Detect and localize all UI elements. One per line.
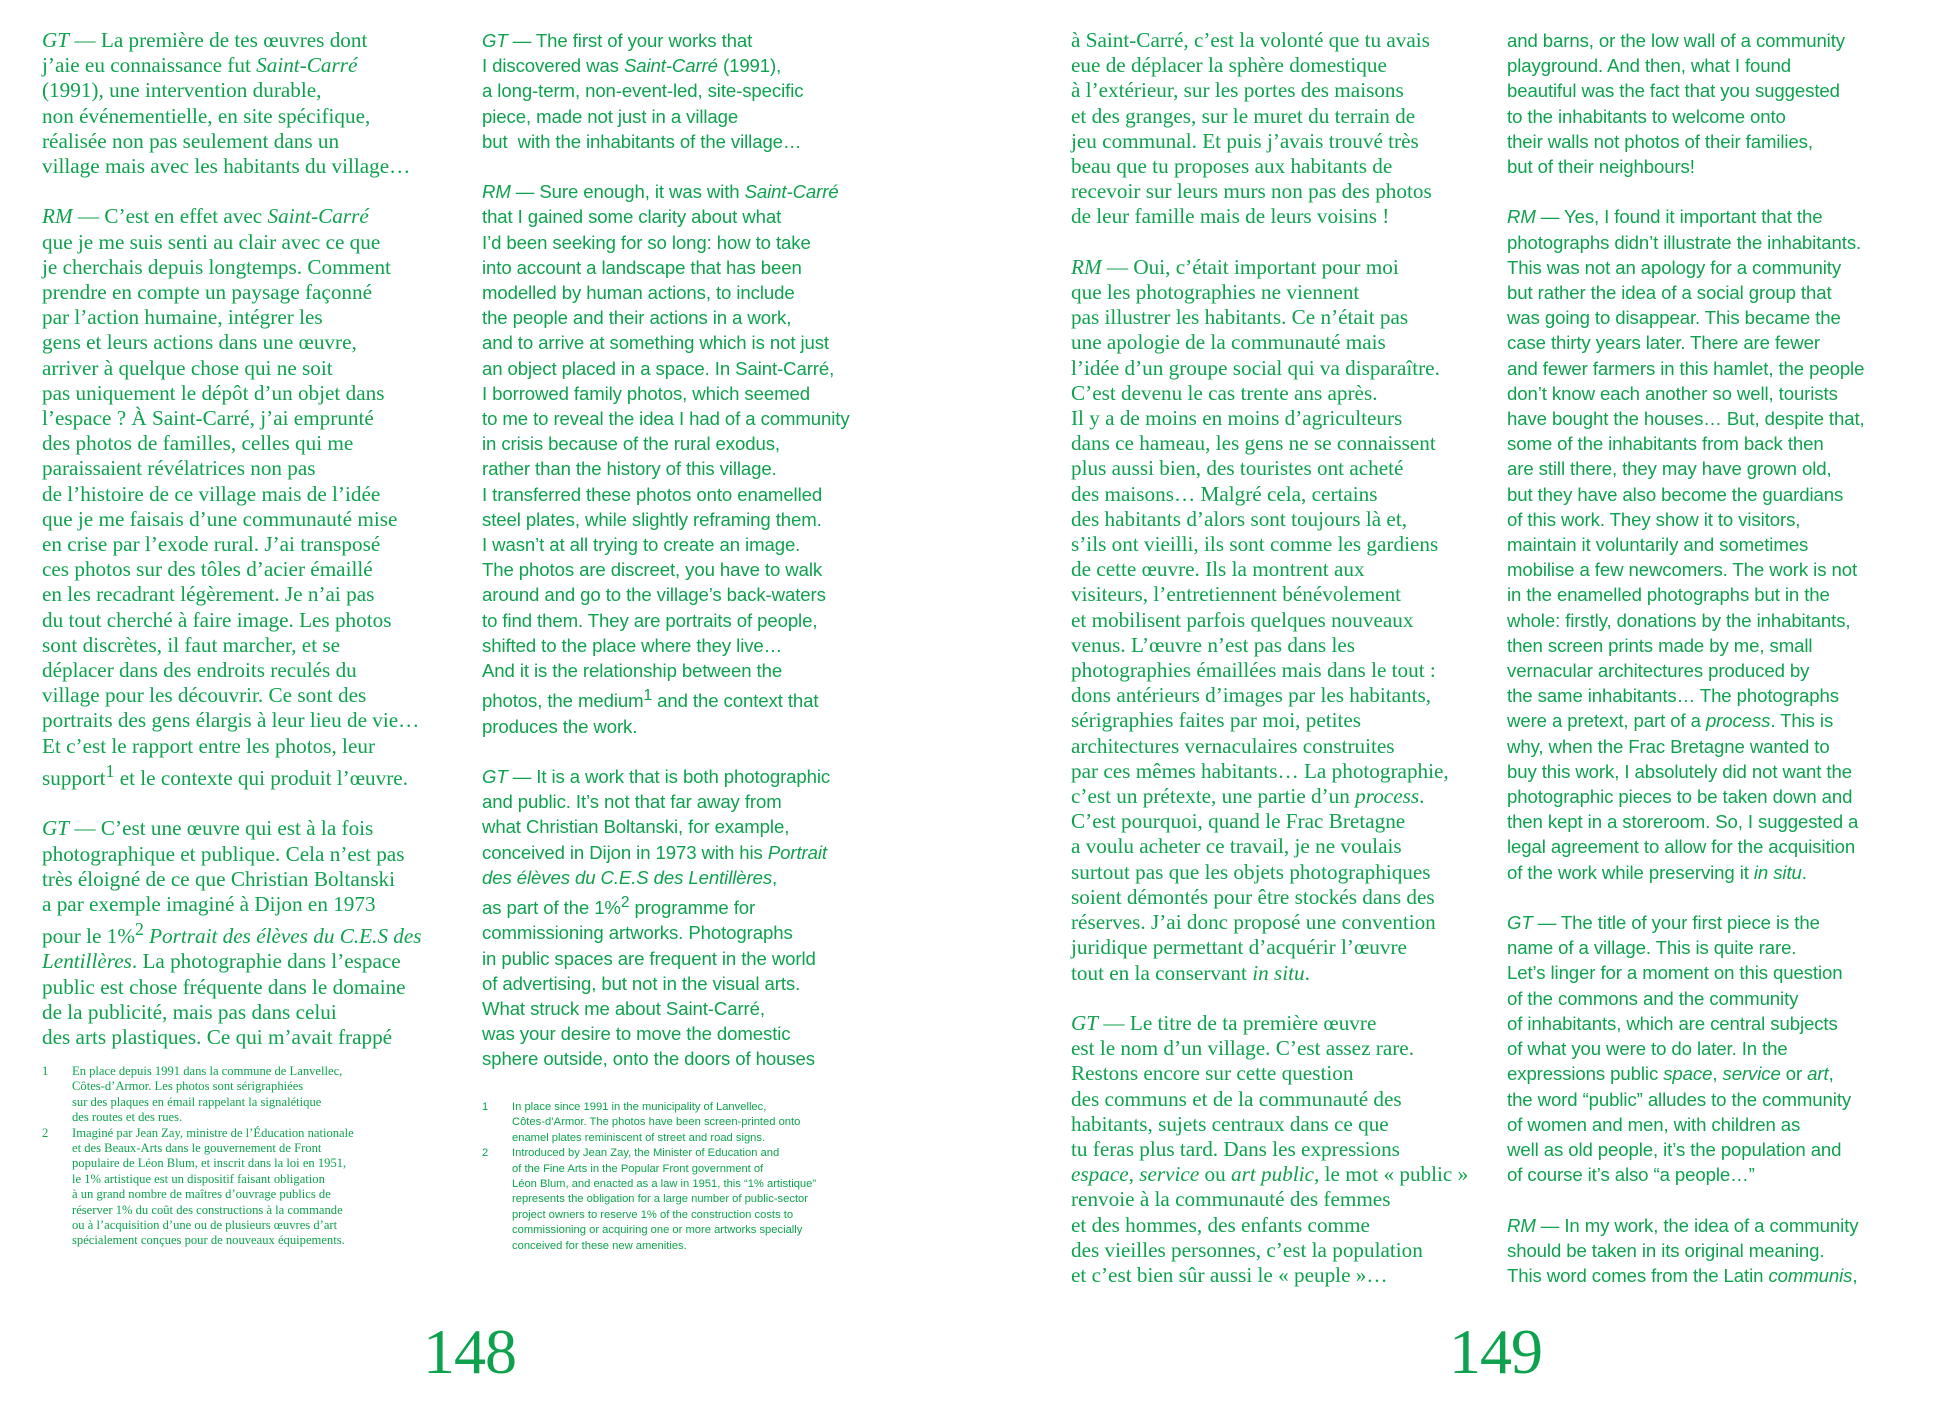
text-line: que je me faisais d’une communauté mise	[42, 506, 398, 531]
text-line: habitants, sujets centraux dans ce que	[1071, 1111, 1389, 1136]
text-line: village mais avec les habitants du village…	[42, 154, 411, 179]
text-line: GT — The title of your first piece is the	[1507, 912, 1820, 934]
text-line: GT — La première de tes œuvres dont	[42, 28, 368, 52]
footnote-text	[512, 1100, 912, 1146]
footnote-line: of the Fine Arts in the Popular Front government of	[512, 1162, 764, 1175]
text-line: des élèves du C.E.S des Lentillères,	[482, 866, 778, 888]
text-line: et des granges, sur le muret du terrain de	[1071, 103, 1416, 128]
text-line: of advertising, but not in the visual arts.	[482, 972, 801, 994]
text-line: sphere outside, onto the doors of houses	[482, 1048, 815, 1070]
text-line: s’ils ont vieilli, ils sont comme les gardiens	[1071, 532, 1439, 557]
text-line: réalisée non pas seulement dans un	[42, 128, 340, 153]
text-line: a voulu acheter ce travail, je ne voulais	[1071, 834, 1402, 859]
footnote-line: Introduced by Jean Zay, the Minister of Education and	[512, 1147, 780, 1160]
text-line: and to arrive at something which is not just	[482, 332, 829, 354]
footnote-line: ou à l’acquisition d’une ou de plusieurs œuvres d’art	[72, 1218, 338, 1233]
text-line: was going to disappear. This became the	[1507, 307, 1841, 329]
footnote-line: spécialement conçues pour de nouveaux équipements.	[72, 1233, 345, 1248]
text-line: why, when the Frac Bretagne wanted to	[1507, 735, 1830, 757]
text-line: arriver à quelque chose qui ne soit	[42, 355, 333, 380]
text-line: du tout cherché à faire image. Les photos	[42, 607, 392, 632]
text-line: whole: firstly, donations by the inhabitants,	[1507, 609, 1851, 631]
text-line: renvoie à la communauté des femmes	[1071, 1187, 1391, 1212]
footnote-line: En place depuis 1991 dans la commune de Lanvellec,	[72, 1064, 343, 1078]
text-line: Il y a de moins en moins d’agriculteurs	[1071, 406, 1403, 431]
text-line: architectures vernaculaires construites	[1071, 733, 1395, 758]
text-line: très éloigné de ce que Christian Boltanski	[42, 866, 396, 891]
footnote-text	[72, 1064, 472, 1126]
text-line: buy this work, I absolutely did not want the	[1507, 760, 1852, 782]
right-french-column	[1071, 28, 1511, 1288]
paragraph-gap	[482, 154, 922, 179]
text-line: in crisis because of the rural exodus,	[482, 433, 780, 455]
text-line: des habitants d’alors sont toujours là et,	[1071, 506, 1407, 531]
text-line: that I gained some clarity about what	[482, 206, 782, 228]
text-line: des photos de familles, celles qui me	[42, 431, 354, 456]
text-line: beautiful was the fact that you suggested	[1507, 80, 1840, 102]
text-line: GT — It is a work that is both photographic	[482, 766, 831, 788]
text-line: C’est pourquoi, quand le Frac Bretagne	[1071, 809, 1406, 834]
footnote-line: à un grand nombre de maîtres d’ouvrage publics de	[72, 1187, 331, 1202]
text-line: RM — In my work, the idea of a community	[1507, 1214, 1859, 1236]
text-line: de cette œuvre. Ils la montrent aux	[1071, 557, 1365, 582]
text-line: then screen prints made by me, small	[1507, 634, 1813, 656]
text-line: que les photographies ne viennent	[1071, 280, 1360, 305]
footnote-line: conceived for these new amenities.	[512, 1239, 687, 1252]
text-line: photographs didn’t illustrate the inhabitants.	[1507, 231, 1862, 253]
text-line: of inhabitants, which are central subjects	[1507, 1012, 1838, 1034]
text-line: est le nom d’un village. C’est assez rare.	[1071, 1036, 1415, 1061]
page-number-left: 148	[423, 1316, 516, 1387]
footnote-text	[512, 1146, 912, 1254]
text-line: well as old people, it’s the population and	[1507, 1138, 1842, 1160]
paragraph-gap	[1507, 1187, 1947, 1212]
text-line: maintain it voluntarily and sometimes	[1507, 534, 1809, 556]
footnote-number: 1	[482, 1101, 489, 1113]
text-line: of the commons and the community	[1507, 987, 1799, 1009]
text-line: une apologie de la communauté mais	[1071, 330, 1386, 355]
text-line: Restons encore sur cette question	[1071, 1061, 1354, 1086]
footnote-line: In place since 1991 in the municipality of Lanvellec,	[512, 1101, 767, 1113]
text-line: but rather the idea of a social group that	[1507, 282, 1832, 304]
text-line: l’idée d’un groupe social qui va disparaître.	[1071, 355, 1440, 380]
footnote-line: populaire de Léon Blum, et inscrit dans la loi en 1951,	[72, 1156, 347, 1171]
text-line: as part of the 1%$^2$ programme for	[482, 894, 756, 919]
text-line: visiteurs, l’entretiennent bénévolement	[1071, 582, 1402, 607]
text-line: to find them. They are portraits of people,	[482, 609, 818, 631]
footnote	[482, 1146, 912, 1254]
text-line: plus aussi bien, des touristes ont acheté	[1071, 456, 1404, 481]
text-line: of what you were to do later. In the	[1507, 1038, 1788, 1060]
text-line: of women and men, with children as	[1507, 1113, 1801, 1135]
text-line: tu feras plus tard. Dans les expressions	[1071, 1136, 1400, 1161]
footnote	[42, 1126, 472, 1249]
text-line: but of their neighbours!	[1507, 156, 1695, 178]
text-line: their walls not photos of their families,	[1507, 130, 1813, 152]
text-line: à Saint-Carré, c’est la volonté que tu avais	[1071, 28, 1430, 52]
text-line: support$^1$ et le contexte qui produit l’œuvre.	[42, 760, 408, 790]
footnote-line: Léon Blum, and enacted as a law in 1951, this “1% artistique”	[512, 1178, 817, 1191]
text-line: are still there, they may have grown old,	[1507, 458, 1832, 480]
text-line: tout en la conservant in situ.	[1071, 960, 1310, 985]
footnote-line: Côtes-d’Armor. Les photos sont sérigraphiées	[72, 1079, 304, 1094]
text-line: jeu communal. Et puis j’avais trouvé très	[1071, 128, 1419, 153]
text-line: expressions public space, service or art,	[1507, 1063, 1834, 1085]
text-line: mobilise a few newcomers. The work is not	[1507, 559, 1858, 581]
footnote-number: 2	[42, 1125, 49, 1140]
left-french-column	[42, 28, 482, 1050]
text-line: dons antérieurs d’images par les habitants,	[1071, 683, 1432, 708]
text-line: RM — C’est en effet avec Saint-Carré	[42, 204, 369, 229]
text-line: in the enamelled photographs but in the	[1507, 584, 1830, 606]
text-line: What struck me about Saint-Carré,	[482, 998, 765, 1020]
text-line: photographies émaillées mais dans le tout :	[1071, 658, 1436, 683]
text-line: photographic pieces to be taken down and	[1507, 786, 1853, 808]
text-line: pas illustrer les habitants. Ce n’était pas	[1071, 305, 1409, 330]
paragraph-gap	[1071, 230, 1511, 255]
text-line: conceived in Dijon in 1973 with his Portrait	[482, 841, 827, 863]
text-line: par ces mêmes habitants… La photographie,	[1071, 758, 1449, 783]
text-line: prendre en compte un paysage façonné	[42, 280, 373, 305]
text-line: et c’est bien sûr aussi le « peuple »…	[1071, 1262, 1388, 1287]
text-line: case thirty years later. There are fewer	[1507, 332, 1820, 354]
left-english-footnotes	[482, 1100, 912, 1254]
text-line: This was not an apology for a community	[1507, 256, 1842, 278]
text-line: que je me suis senti au clair avec ce que	[42, 229, 381, 254]
text-line: around and go to the village’s back-waters	[482, 584, 826, 606]
text-line: portraits des gens élargis à leur lieu de vie…	[42, 708, 420, 733]
text-line: to the inhabitants to welcome onto	[1507, 105, 1786, 127]
text-line: par l’action humaine, intégrer les	[42, 305, 323, 330]
text-line: vernacular architectures produced by	[1507, 660, 1810, 682]
footnote-line: enamel plates reminiscent of street and road signs.	[512, 1131, 766, 1144]
footnote-line: le 1% artistique est un dispositif faisant obligation	[72, 1171, 325, 1186]
text-line: à l’extérieur, sur les portes des maisons	[1071, 78, 1404, 103]
text-line: gens et leurs actions dans une œuvre,	[42, 330, 357, 355]
text-line: sont discrètes, il faut marcher, et se	[42, 632, 341, 657]
text-line: paraissaient révélatrices non pas	[42, 456, 316, 481]
text-line: shifted to the place where they live…	[482, 634, 783, 656]
text-line: playground. And then, what I found	[1507, 55, 1791, 77]
text-line: et mobilisent parfois quelques nouveaux	[1071, 607, 1414, 632]
text-line: eue de déplacer la sphère domestique	[1071, 53, 1387, 78]
text-line: déplacer dans des endroits reculés du	[42, 658, 357, 683]
text-line: GT — C’est une œuvre qui est à la fois	[42, 816, 374, 841]
text-line: GT — The first of your works that	[482, 30, 753, 51]
footnote-line: commissioning or acquiring one or more artworks specially	[512, 1224, 803, 1237]
text-line: and fewer farmers in this hamlet, the people	[1507, 357, 1865, 379]
text-line: de la publicité, mais pas dans celui	[42, 999, 337, 1024]
text-line: de leur famille mais de leurs voisins !	[1071, 204, 1390, 229]
footnote-line: réserver 1% du coût des constructions à la commande	[72, 1202, 343, 1217]
text-line: a long-term, non-event-led, site-specific	[482, 80, 804, 102]
text-line: de l’histoire de ce village mais de l’idée	[42, 481, 381, 506]
text-line: name of a village. This is quite rare.	[1507, 937, 1797, 959]
text-line: soient démontés pour être stockés dans des	[1071, 884, 1435, 909]
text-line: rather than the history of this village.	[482, 458, 777, 480]
page-number-right: 149	[1449, 1316, 1542, 1387]
text-line: commissioning artworks. Photographs	[482, 922, 793, 944]
text-line: non événementielle, en site spécifique,	[42, 103, 371, 128]
text-line: en les recadrant légèrement. Je n’ai pas	[42, 582, 375, 607]
paragraph-gap	[1507, 179, 1947, 204]
text-line: juridique permettant d’acquérir l’œuvre	[1071, 935, 1407, 960]
text-line: and public. It’s not that far away from	[482, 791, 782, 813]
footnote-line: sur des plaques en émail rappelant la signalétique	[72, 1094, 322, 1109]
text-line: to me to reveal the idea I had of a community	[482, 408, 850, 430]
text-line: what Christian Boltanski, for example,	[482, 816, 790, 838]
paragraph-gap	[42, 791, 482, 816]
text-line: the people and their actions in a work,	[482, 307, 792, 329]
text-line: were a pretext, part of a process. This is	[1507, 710, 1834, 732]
text-line: modelled by human actions, to include	[482, 282, 795, 304]
text-line: in public spaces are frequent in the world	[482, 947, 816, 969]
text-line: of the work while preserving it in situ.	[1507, 861, 1807, 883]
text-line: but with the inhabitants of the village…	[482, 130, 802, 152]
text-line: legal agreement to allow for the acquisition	[1507, 836, 1856, 858]
text-line: an object placed in a space. In Saint-Carré,	[482, 357, 835, 379]
text-line: je cherchais depuis longtemps. Comment	[42, 254, 391, 279]
right-english-column	[1507, 28, 1947, 1288]
text-line: RM — Yes, I found it important that the	[1507, 206, 1823, 228]
text-line: the same inhabitants… The photographs	[1507, 685, 1839, 707]
text-line: The photos are discreet, you have to walk	[482, 559, 823, 581]
footnote-number: 1	[42, 1064, 49, 1078]
text-line: a par exemple imaginé à Dijon en 1973	[42, 891, 376, 916]
text-line: (1991), une intervention durable,	[42, 78, 322, 103]
text-line: des maisons… Malgré cela, certains	[1071, 481, 1378, 506]
text-line: This word comes from the Latin communis,	[1507, 1264, 1858, 1286]
text-line: dans ce hameau, les gens ne se connaissent	[1071, 431, 1436, 456]
text-line: photographique et publique. Cela n’est pas	[42, 841, 405, 866]
text-line: I’d been seeking for so long: how to take	[482, 231, 811, 253]
text-line: espace, service ou art public, le mot « public »	[1071, 1162, 1469, 1187]
text-line: RM — Oui, c’était important pour moi	[1071, 254, 1399, 279]
text-line: was your desire to move the domestic	[482, 1023, 791, 1045]
paragraph-gap	[42, 179, 482, 204]
text-line: then kept in a storeroom. So, I suggested a	[1507, 811, 1859, 833]
text-line: public est chose fréquente dans le domaine	[42, 974, 406, 999]
text-line: but they have also become the guardians	[1507, 483, 1844, 505]
text-line: the word “public” alludes to the community	[1507, 1088, 1852, 1110]
text-line: venus. L’œuvre n’est pas dans les	[1071, 632, 1356, 657]
text-line: et des hommes, des enfants comme	[1071, 1212, 1370, 1237]
text-line: and barns, or the low wall of a community	[1507, 30, 1845, 51]
text-line: j’aie eu connaissance fut Saint-Carré	[42, 53, 358, 78]
text-line: should be taken in its original meaning.	[1507, 1239, 1825, 1261]
text-line: des vieilles personnes, c’est la population	[1071, 1237, 1423, 1262]
footnote-line: Côtes-d’Armor. The photos have been screen-printed onto	[512, 1116, 801, 1129]
text-line: c’est un prétexte, une partie d’un process.	[1071, 784, 1425, 809]
footnote-line: project owners to reserve 1% of the construction costs to	[512, 1208, 794, 1221]
text-line: I wasn’t at all trying to create an image.	[482, 534, 801, 556]
text-line: recevoir sur leurs murs non pas des photos	[1071, 179, 1432, 204]
text-line: And it is the relationship between the	[482, 660, 783, 682]
text-line: have bought the houses… But, despite that,	[1507, 408, 1865, 430]
text-line: C’est devenu le cas trente ans après.	[1071, 380, 1378, 405]
text-line: pour le 1%$^2$ Portrait des élèves du C.E.S des	[42, 919, 422, 949]
footnote	[42, 1064, 472, 1126]
footnote-line: Imaginé par Jean Zay, ministre de l’Éducation nationale	[72, 1125, 354, 1140]
footnote-line: represents the obligation for a large number of public-sector	[512, 1193, 809, 1206]
text-line: photos, the medium$^1$ and the context that	[482, 687, 819, 712]
text-line: piece, made not just in a village	[482, 105, 739, 127]
text-line: Let’s linger for a moment on this question	[1507, 962, 1843, 984]
left-english-column	[482, 28, 922, 1072]
text-line: ces photos sur des tôles d’acier émaillé	[42, 557, 373, 582]
left-french-footnotes	[42, 1064, 472, 1249]
text-line: into account a landscape that has been	[482, 256, 802, 278]
text-line: some of the inhabitants from back then	[1507, 433, 1824, 455]
paragraph-gap	[482, 739, 922, 764]
text-line: GT — Le titre de ta première œuvre	[1071, 1010, 1377, 1035]
text-line: l’espace ? À Saint-Carré, j’ai emprunté	[42, 406, 374, 431]
text-line: réserves. J’ai donc proposé une convention	[1071, 910, 1436, 935]
text-line: of course it’s also “a people…”	[1507, 1164, 1755, 1186]
text-line: beau que tu proposes aux habitants de	[1071, 154, 1393, 179]
footnote-number: 2	[482, 1147, 489, 1160]
text-line: steel plates, while slightly reframing them.	[482, 508, 822, 530]
text-line: sérigraphies faites par moi, petites	[1071, 708, 1362, 733]
text-line: village pour les découvrir. Ce sont des	[42, 683, 367, 708]
text-line: RM — Sure enough, it was with Saint-Carré	[482, 181, 839, 203]
text-line: en crise par l’exode rural. J’ai transposé	[42, 532, 381, 557]
text-line: pas uniquement le dépôt d’un objet dans	[42, 380, 385, 405]
text-line: produces the work.	[482, 715, 638, 737]
text-line: I discovered was Saint-Carré (1991),	[482, 55, 782, 77]
footnote-line: des routes et des rues.	[72, 1110, 183, 1125]
text-line: I borrowed family photos, which seemed	[482, 382, 810, 404]
footnote-text	[72, 1126, 472, 1249]
footnote	[482, 1100, 912, 1146]
text-line: des communs et de la communauté des	[1071, 1086, 1402, 1111]
text-line: des arts plastiques. Ce qui m’avait frappé	[42, 1025, 393, 1050]
text-line: don’t know each another so well, tourists	[1507, 382, 1838, 404]
text-line: of this work. They show it to visitors,	[1507, 508, 1801, 530]
paragraph-gap	[1507, 885, 1947, 910]
text-line: I transferred these photos onto enamelled	[482, 483, 823, 505]
text-line: Lentillères. La photographie dans l’espace	[42, 949, 401, 974]
footnote-line: et des Beaux-Arts dans le gouvernement de Front	[72, 1141, 322, 1156]
text-line: Et c’est le rapport entre les photos, leur	[42, 733, 375, 758]
text-line: surtout pas que les objets photographiques	[1071, 859, 1431, 884]
paragraph-gap	[1071, 986, 1511, 1011]
